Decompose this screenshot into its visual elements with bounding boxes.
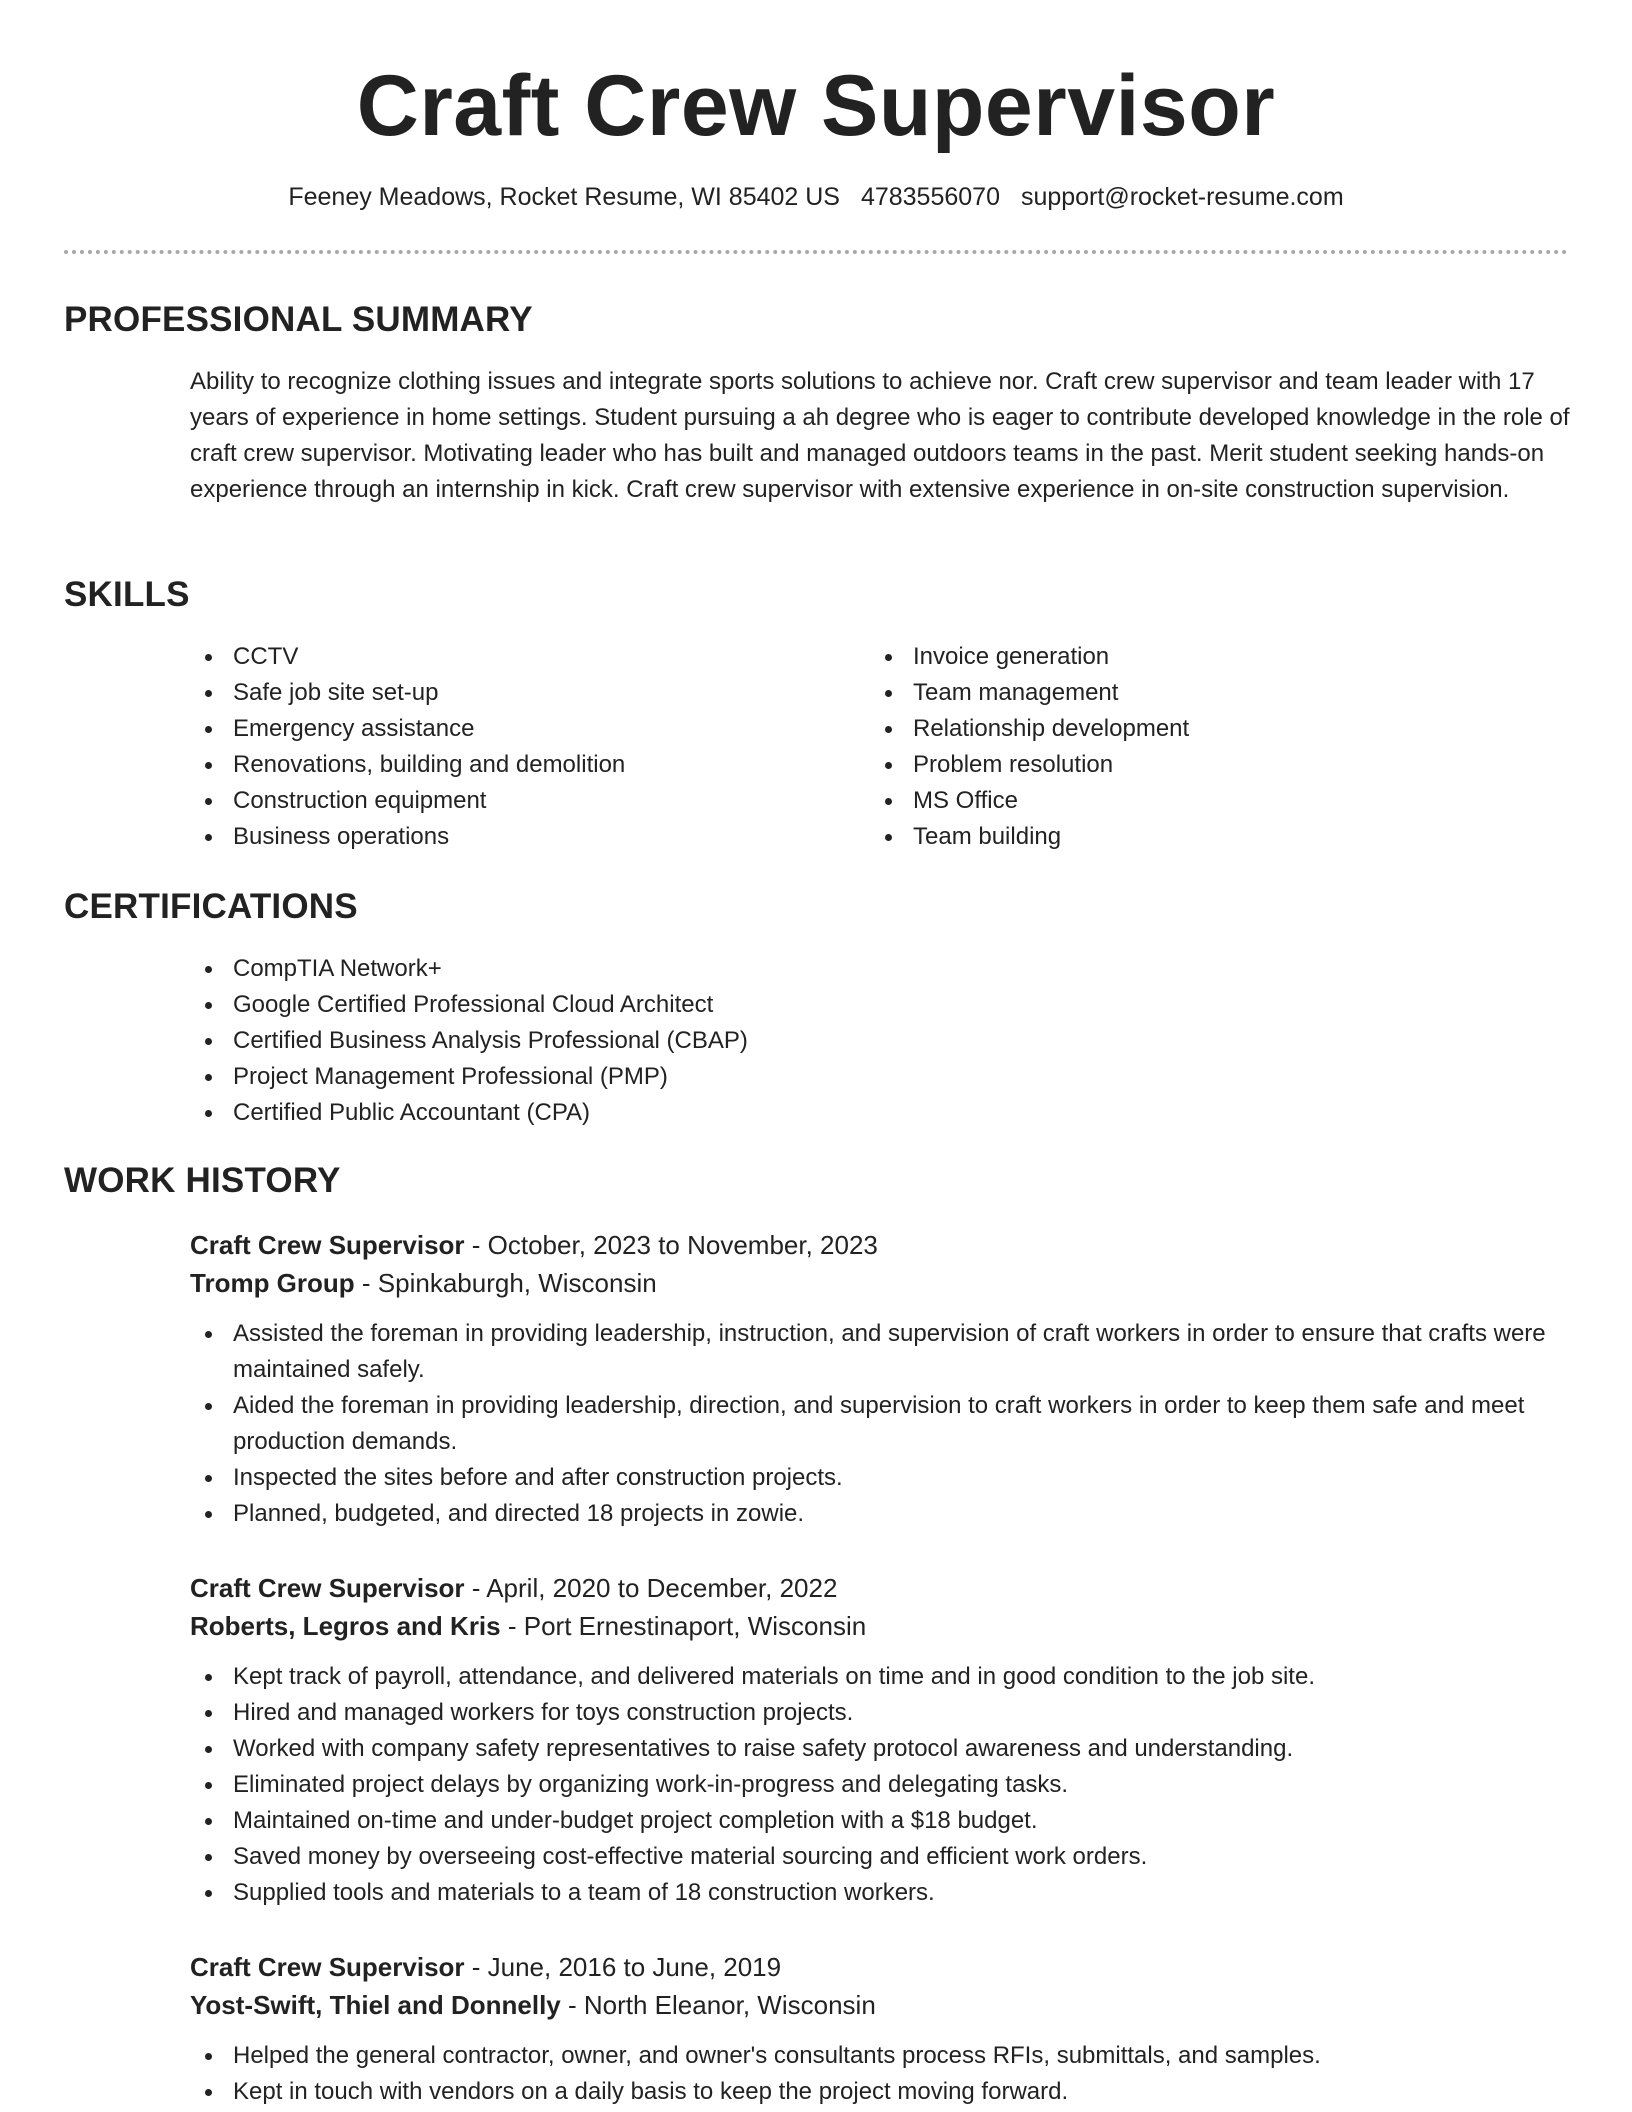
job-title-line: [190, 1226, 1570, 1264]
job-bullets: [190, 2038, 1570, 2110]
job-bullet: Planned, budgeted, and directed 18 projects in zowie.: [190, 1496, 1570, 1532]
skill-item: Construction equipment: [190, 783, 850, 819]
job-bullets: [190, 1659, 1570, 1911]
job-title: Craft Crew Supervisor: [190, 1230, 465, 1260]
contact-address: Feeney Meadows, Rocket Resume, WI 85402 US: [288, 183, 840, 211]
skill-item: MS Office: [870, 783, 1530, 819]
job-title-line: [190, 1569, 1570, 1607]
job-entry: [190, 1226, 1570, 1532]
skill-item: Invoice generation: [870, 639, 1530, 675]
job-title-line: [190, 1948, 1570, 1986]
skill-item: Relationship development: [870, 711, 1530, 747]
job-dates: - June, 2016 to June, 2019: [464, 1952, 782, 1982]
job-entry: [190, 1948, 1570, 2110]
skill-item: CCTV: [190, 639, 850, 675]
job-dates: - April, 2020 to December, 2022: [464, 1573, 838, 1603]
contact-email: support@rocket-resume.com: [1020, 183, 1344, 211]
job-bullet: Hired and managed workers for toys construction projects.: [190, 1695, 1570, 1731]
skill-item: Emergency assistance: [190, 711, 850, 747]
candidate-name: Craft Crew Supervisor: [356, 58, 1276, 154]
job-location: - Spinkaburgh, Wisconsin: [354, 1268, 657, 1298]
job-bullet: Kept in touch with vendors on a daily basis to keep the project moving forward.: [190, 2074, 1570, 2110]
job-bullet: Inspected the sites before and after construction projects.: [190, 1460, 1570, 1496]
job-bullets: [190, 1316, 1570, 1532]
header-divider: [64, 250, 1568, 254]
skill-item: Team building: [870, 819, 1530, 855]
skills-heading: SKILLS: [64, 575, 190, 614]
certification-item: Certified Public Accountant (CPA): [190, 1095, 1570, 1131]
skill-item: Renovations, building and demolition: [190, 747, 850, 783]
job-bullet: Supplied tools and materials to a team of 18 construction workers.: [190, 1875, 1570, 1911]
job-company: Roberts, Legros and Kris: [190, 1611, 501, 1641]
certification-item: Google Certified Professional Cloud Architect: [190, 987, 1570, 1023]
summary-heading: PROFESSIONAL SUMMARY: [64, 300, 533, 339]
certification-item: CompTIA Network+: [190, 951, 1570, 987]
job-dates: - October, 2023 to November, 2023: [464, 1230, 878, 1260]
certification-item: Project Management Professional (PMP): [190, 1059, 1570, 1095]
skills-list-right: [870, 639, 1530, 855]
certification-item: Certified Business Analysis Professional (CBAP): [190, 1023, 1570, 1059]
contact-line: [0, 182, 1632, 212]
job-bullet: Assisted the foreman in providing leadership, instruction, and supervision of craft workers in order to ensure that crafts were maintained safely.: [190, 1316, 1570, 1388]
skill-item: Business operations: [190, 819, 850, 855]
job-bullet: Aided the foreman in providing leadership, direction, and supervision to craft workers in order to keep them safe and meet production demands.: [190, 1388, 1570, 1460]
resume-header: [0, 56, 1632, 212]
job-bullet: Helped the general contractor, owner, and owner's consultants process RFIs, submittals, and samples.: [190, 2038, 1570, 2074]
job-bullet: Kept track of payroll, attendance, and delivered materials on time and in good condition to the job site.: [190, 1659, 1570, 1695]
job-company: Tromp Group: [190, 1268, 355, 1298]
job-company-line: [190, 1607, 1570, 1645]
certifications-list: [190, 951, 1570, 1131]
job-company-line: [190, 1986, 1570, 2024]
certifications-heading: CERTIFICATIONS: [64, 887, 358, 926]
job-title: Craft Crew Supervisor: [190, 1952, 465, 1982]
job-entry: [190, 1569, 1570, 1911]
job-bullet: Eliminated project delays by organizing work-in-progress and delegating tasks.: [190, 1767, 1570, 1803]
job-location: - Port Ernestinaport, Wisconsin: [500, 1611, 867, 1641]
skill-item: Problem resolution: [870, 747, 1530, 783]
job-title: Craft Crew Supervisor: [190, 1573, 465, 1603]
job-bullet: Saved money by overseeing cost-effective material sourcing and efficient work orders.: [190, 1839, 1570, 1875]
job-company: Yost-Swift, Thiel and Donnelly: [190, 1990, 561, 2020]
job-bullet: Maintained on-time and under-budget project completion with a $18 budget.: [190, 1803, 1570, 1839]
job-bullet: Worked with company safety representatives to raise safety protocol awareness and understanding.: [190, 1731, 1570, 1767]
summary-text: Ability to recognize clothing issues and integrate sports solutions to achieve nor. Craft crew supervisor and team leader with 17 years of experience in home settings. Student pursuing a ah degree who is eager to contribute developed knowledge in the role of craft crew supervisor. Motivating leader who has built and managed outdoors teams in the past. Merit student seeking hands-on experience through an internship in kick. Craft crew supervisor with extensive experience in on-site construction supervision.: [190, 368, 1570, 503]
skills-list-left: [190, 639, 850, 855]
job-company-line: [190, 1264, 1570, 1302]
contact-phone: 4783556070: [860, 183, 1000, 211]
job-location: - North Eleanor, Wisconsin: [560, 1990, 876, 2020]
skill-item: Safe job site set-up: [190, 675, 850, 711]
skill-item: Team management: [870, 675, 1530, 711]
work-history-heading: WORK HISTORY: [64, 1161, 341, 1200]
